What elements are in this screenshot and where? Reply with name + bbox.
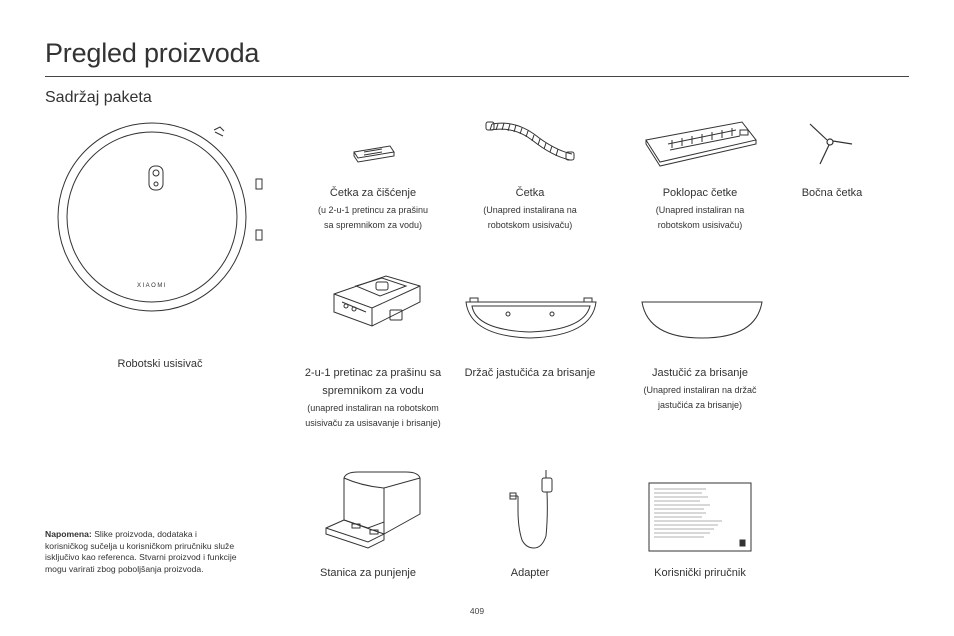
note-label: Napomena: [45,529,92,539]
charging-dock-illustration [322,470,428,550]
cleaning-brush-illustration [350,142,398,166]
dust-bin-illustration [326,272,426,338]
brush-cover-illustration [642,118,760,168]
brush-cover-note-1: (Unapred instaliran na [655,205,745,215]
dust-bin-note-2: usisivaču za usisavanje i brisanje) [305,418,441,428]
charging-dock-label: Stanica za punjenje [319,567,416,579]
mop-holder-illustration [464,296,598,340]
brush-note-2: robotskom usisivaču) [487,220,573,230]
brush-note-1: (Unapred instalirana na [483,205,577,215]
page-title: Pregled proizvoda [45,38,260,68]
side-brush-illustration [806,122,856,166]
section-heading: Sadržaj paketa [45,89,152,106]
mop-pad-label: Jastučić za brisanje [652,367,748,379]
robot-brand-logo: XIAOMI [136,283,168,289]
mop-pad-note-1: (Unapred instaliran na držač [643,385,757,395]
mop-pad-illustration [640,298,764,340]
adapter-illustration [506,466,556,552]
main-brush-illustration [484,118,580,164]
disclaimer-note [45,529,240,575]
cleaning-brush-note-1: (u 2-u-1 pretincu za prašinu [317,205,429,215]
title-divider [45,76,909,77]
robot-label: Robotski usisivač [117,358,203,370]
caption-user-manual [600,564,800,582]
adapter-label: Adapter [510,567,550,579]
user-manual-illustration [648,482,752,552]
mop-holder-label: Držač jastučića za brisanje [464,367,596,379]
caption-mop-pad [600,364,800,412]
caption-side-brush [732,184,932,202]
brush-label: Četka [515,187,545,199]
cleaning-brush-label: Četka za čišćenje [329,187,417,199]
mop-pad-note-2: jastučića za brisanje) [657,400,743,410]
dust-bin-label-1: 2-u-1 pretinac za prašinu sa [304,367,442,379]
brush-cover-label: Poklopac četke [662,187,738,199]
robot-vacuum-illustration [40,122,270,312]
brush-cover-note-2: robotskom usisivaču) [657,220,743,230]
page-number: 409 [469,606,485,616]
user-manual-label: Korisnički priručnik [654,567,746,579]
note-text: Slike proizvoda, dodataka i korisničkog sučelja u korisničkom priručniku služe isključivo kao referenca. Stvarni proizvod i funkcije mogu varirati zbog poboljšanja proizvoda. [45,529,237,574]
cleaning-brush-note-2: sa spremnikom za vodu) [323,220,423,230]
dust-bin-note-1: (unapred instaliran na robotskom [307,403,439,413]
dust-bin-label-2: spremnikom za vodu [322,385,424,397]
caption-robot [60,355,260,373]
side-brush-label: Bočna četka [801,187,863,199]
